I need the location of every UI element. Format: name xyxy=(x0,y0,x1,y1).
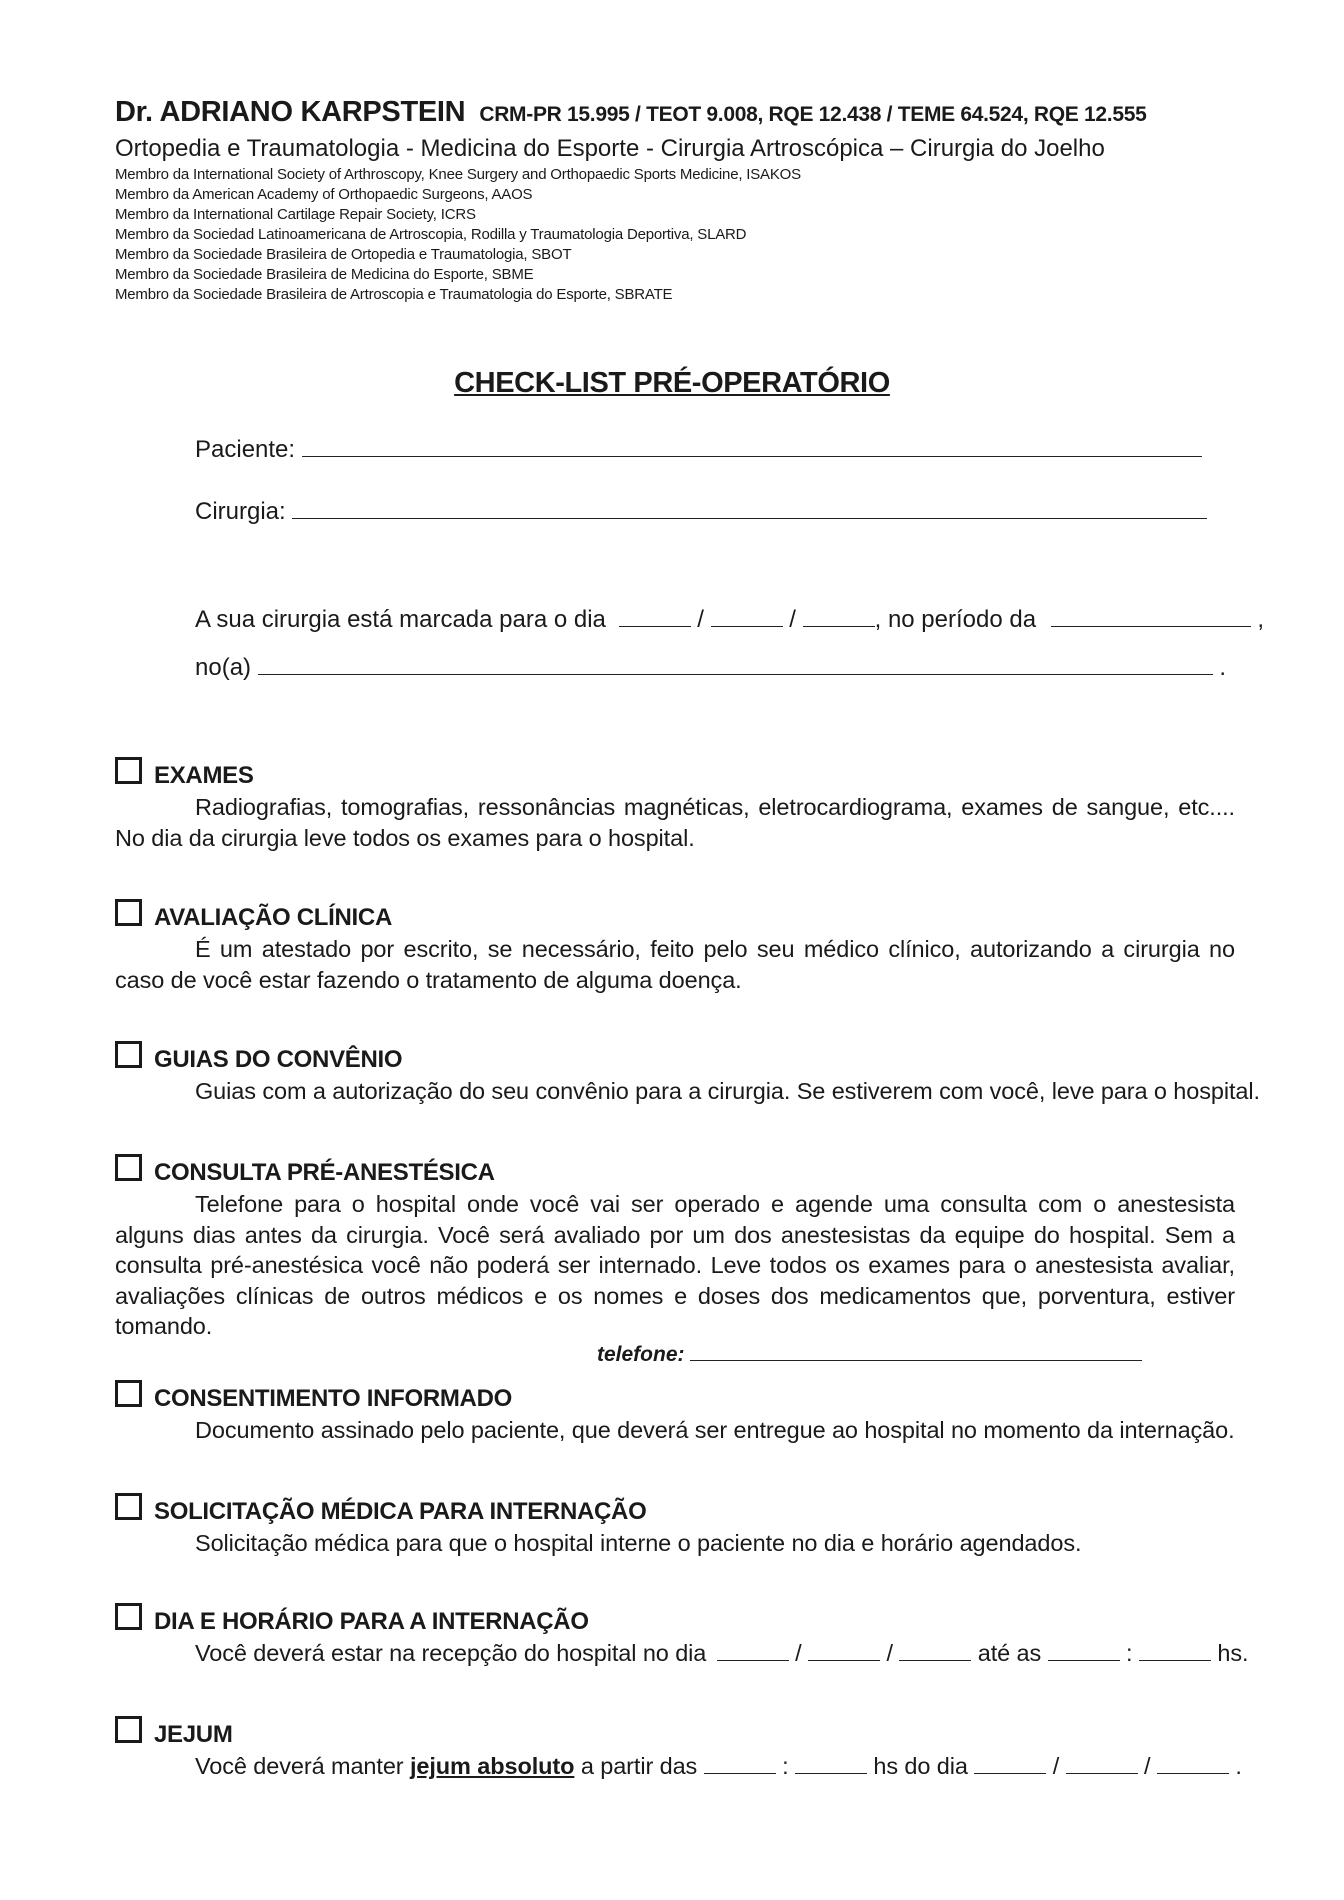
admission-year-blank[interactable] xyxy=(899,1640,971,1661)
checkbox[interactable] xyxy=(115,899,142,926)
checkbox[interactable] xyxy=(115,1603,142,1630)
fasting-day-blank[interactable] xyxy=(974,1753,1046,1774)
date-slash: / xyxy=(697,606,704,633)
time-colon: : xyxy=(1126,1640,1133,1666)
item-description: Telefone para o hospital onde você vai ser operado e agende uma consulta com o anestesista alguns dias antes da cirurgia. Você será avaliado por um dos anestesistas da equipe do hospital. Sem a consulta pré-anestésica você não poderá ser internado. Leve todos os exames para o anestesista avaliar, avaliações clínicas de outros médicos e os nomes e doses dos medicamentos que, porventura, estiver tomando. xyxy=(115,1191,1235,1339)
item-description xyxy=(115,1751,1242,1782)
page-title: CHECK-LIST PRÉ-OPERATÓRIO xyxy=(454,367,890,399)
checklist-item-guias-convenio xyxy=(115,1036,1260,1107)
surgery-blank[interactable] xyxy=(292,498,1207,519)
checklist-item-avaliacao-clinica xyxy=(115,894,1235,995)
schedule-text: A sua cirurgia está marcada para o dia xyxy=(195,606,606,633)
item-description: Guias com a autorização do seu convênio para a cirurgia. Se estiverem com você, leve para o hospital. xyxy=(195,1078,1260,1104)
membership-item: Membro da Sociedad Latinoamericana de Artroscopia, Rodilla y Traumatologia Deportiva, SLARD xyxy=(115,226,747,243)
surgery-day-blank[interactable] xyxy=(619,606,691,627)
place-label: no(a) xyxy=(195,654,252,681)
membership-item: Membro da American Academy of Orthopaedic Surgeons, AAOS xyxy=(115,186,533,203)
membership-item: Membro da Sociedade Brasileira de Artroscopia e Traumatologia do Esporte, SBRATE xyxy=(115,286,673,303)
phone-label: telefone: xyxy=(597,1342,685,1366)
item-title: AVALIAÇÃO CLÍNICA xyxy=(154,904,392,931)
membership-item: Membro da Sociedade Brasileira de Ortopedia e Traumatologia, SBOT xyxy=(115,246,572,263)
comma: , xyxy=(1257,606,1265,633)
fasting-year-blank[interactable] xyxy=(1157,1753,1229,1774)
doctor-line xyxy=(115,98,1265,127)
fasting-minute-blank[interactable] xyxy=(795,1753,867,1774)
item-title: SOLICITAÇÃO MÉDICA PARA INTERNAÇÃO xyxy=(154,1498,647,1525)
fasting-emphasis: jejum absoluto xyxy=(409,1753,575,1779)
fasting-hour-blank[interactable] xyxy=(704,1753,776,1774)
admission-hour-blank[interactable] xyxy=(1048,1640,1120,1661)
patient-blank[interactable] xyxy=(302,436,1202,457)
fasting-text: Você deverá manter xyxy=(195,1753,404,1779)
item-header xyxy=(115,1711,1235,1747)
date-slash: / xyxy=(1052,1753,1060,1779)
fasting-end: . xyxy=(1235,1753,1242,1779)
doctor-name: Dr. ADRIANO KARPSTEIN xyxy=(115,96,466,128)
time-colon: : xyxy=(782,1753,789,1779)
phone-row xyxy=(597,1342,1235,1365)
item-description: Radiografias, tomografias, ressonâncias magnéticas, eletrocardiograma, exames de sangue, etc.... No dia da cirurgia leve todos os exames para o hospital. xyxy=(115,794,1235,851)
membership-item: Membro da International Society of Arthroscopy, Knee Surgery and Orthopaedic Sports Medicine, ISAKOS xyxy=(115,166,801,183)
item-description: É um atestado por escrito, se necessário, feito pelo seu médico clínico, autorizando a cirurgia no caso de você estar fazendo o tratamento de alguma doença. xyxy=(115,936,1235,993)
period-blank[interactable] xyxy=(1051,606,1251,627)
hours-day-label: hs do dia xyxy=(873,1753,968,1779)
letterhead xyxy=(115,98,1265,305)
admission-text: Você deverá estar na recepção do hospital no dia xyxy=(195,1640,707,1666)
doctor-specialty: Ortopedia e Traumatologia - Medicina do Esporte - Cirurgia Artroscópica – Cirurgia do Joelho xyxy=(115,135,1105,162)
checklist-item-solicitacao-medica xyxy=(115,1488,1235,1559)
item-title: CONSULTA PRÉ-ANESTÉSICA xyxy=(154,1159,495,1186)
checkbox[interactable] xyxy=(115,1154,142,1181)
checklist-item-dia-horario xyxy=(115,1598,1249,1669)
checkbox[interactable] xyxy=(115,1493,142,1520)
item-title: GUIAS DO CONVÊNIO xyxy=(154,1046,403,1073)
item-title: JEJUM xyxy=(154,1721,233,1748)
item-description xyxy=(115,1638,1249,1669)
membership-item: Membro da Sociedade Brasileira de Medicina do Esporte, SBME xyxy=(115,266,534,283)
place-blank[interactable] xyxy=(258,654,1213,675)
surgery-year-blank[interactable] xyxy=(803,606,875,627)
checkbox[interactable] xyxy=(115,1380,142,1407)
checklist-item-jejum xyxy=(115,1711,1242,1782)
checklist-item-consentimento xyxy=(115,1375,1235,1446)
admission-minute-blank[interactable] xyxy=(1139,1640,1211,1661)
period-text: , no período da xyxy=(874,606,1037,633)
checkbox[interactable] xyxy=(115,1716,142,1743)
patient-label: Paciente: xyxy=(195,436,296,463)
surgery-label: Cirurgia: xyxy=(195,498,286,525)
admission-day-blank[interactable] xyxy=(717,1640,789,1661)
membership-item: Membro da International Cartilage Repair Society, ICRS xyxy=(115,206,476,223)
patient-row xyxy=(195,436,1202,462)
item-header xyxy=(115,1036,1235,1072)
place-row xyxy=(195,654,1226,680)
item-header xyxy=(115,1149,1235,1185)
membership-list xyxy=(115,165,1265,305)
checkbox[interactable] xyxy=(115,1041,142,1068)
item-description: Solicitação médica para que o hospital interne o paciente no dia e horário agendados. xyxy=(195,1530,1082,1556)
doctor-registration: CRM-PR 15.995 / TEOT 9.008, RQE 12.438 / TEME 64.524, RQE 12.555 xyxy=(479,103,1147,126)
date-slash: / xyxy=(1144,1753,1151,1779)
date-slash: / xyxy=(795,1640,802,1666)
checklist-item-consulta-pre-anestesica xyxy=(115,1149,1235,1365)
item-header xyxy=(115,1598,1235,1634)
item-header xyxy=(115,752,1235,788)
surgery-row xyxy=(195,498,1207,524)
surgery-month-blank[interactable] xyxy=(711,606,783,627)
item-description: Documento assinado pelo paciente, que deverá ser entregue ao hospital no momento da internação. xyxy=(195,1417,1235,1443)
item-header xyxy=(115,1488,1235,1524)
checkbox[interactable] xyxy=(115,757,142,784)
item-title: DIA E HORÁRIO PARA A INTERNAÇÃO xyxy=(154,1608,589,1635)
phone-blank[interactable] xyxy=(690,1342,1142,1361)
checklist-item-exames xyxy=(115,752,1235,853)
item-title: EXAMES xyxy=(154,762,254,789)
fasting-month-blank[interactable] xyxy=(1066,1753,1138,1774)
item-header xyxy=(115,1375,1235,1411)
item-header xyxy=(115,894,1235,930)
until-label: até as xyxy=(977,1640,1042,1666)
fasting-mid-text: a partir das xyxy=(580,1753,698,1779)
item-title: CONSENTIMENTO INFORMADO xyxy=(154,1385,512,1412)
date-slash: / xyxy=(789,606,796,633)
date-slash: / xyxy=(886,1640,893,1666)
schedule-row xyxy=(195,606,1264,632)
period-end: . xyxy=(1219,654,1227,681)
hours-suffix: hs. xyxy=(1217,1640,1249,1666)
admission-month-blank[interactable] xyxy=(808,1640,880,1661)
